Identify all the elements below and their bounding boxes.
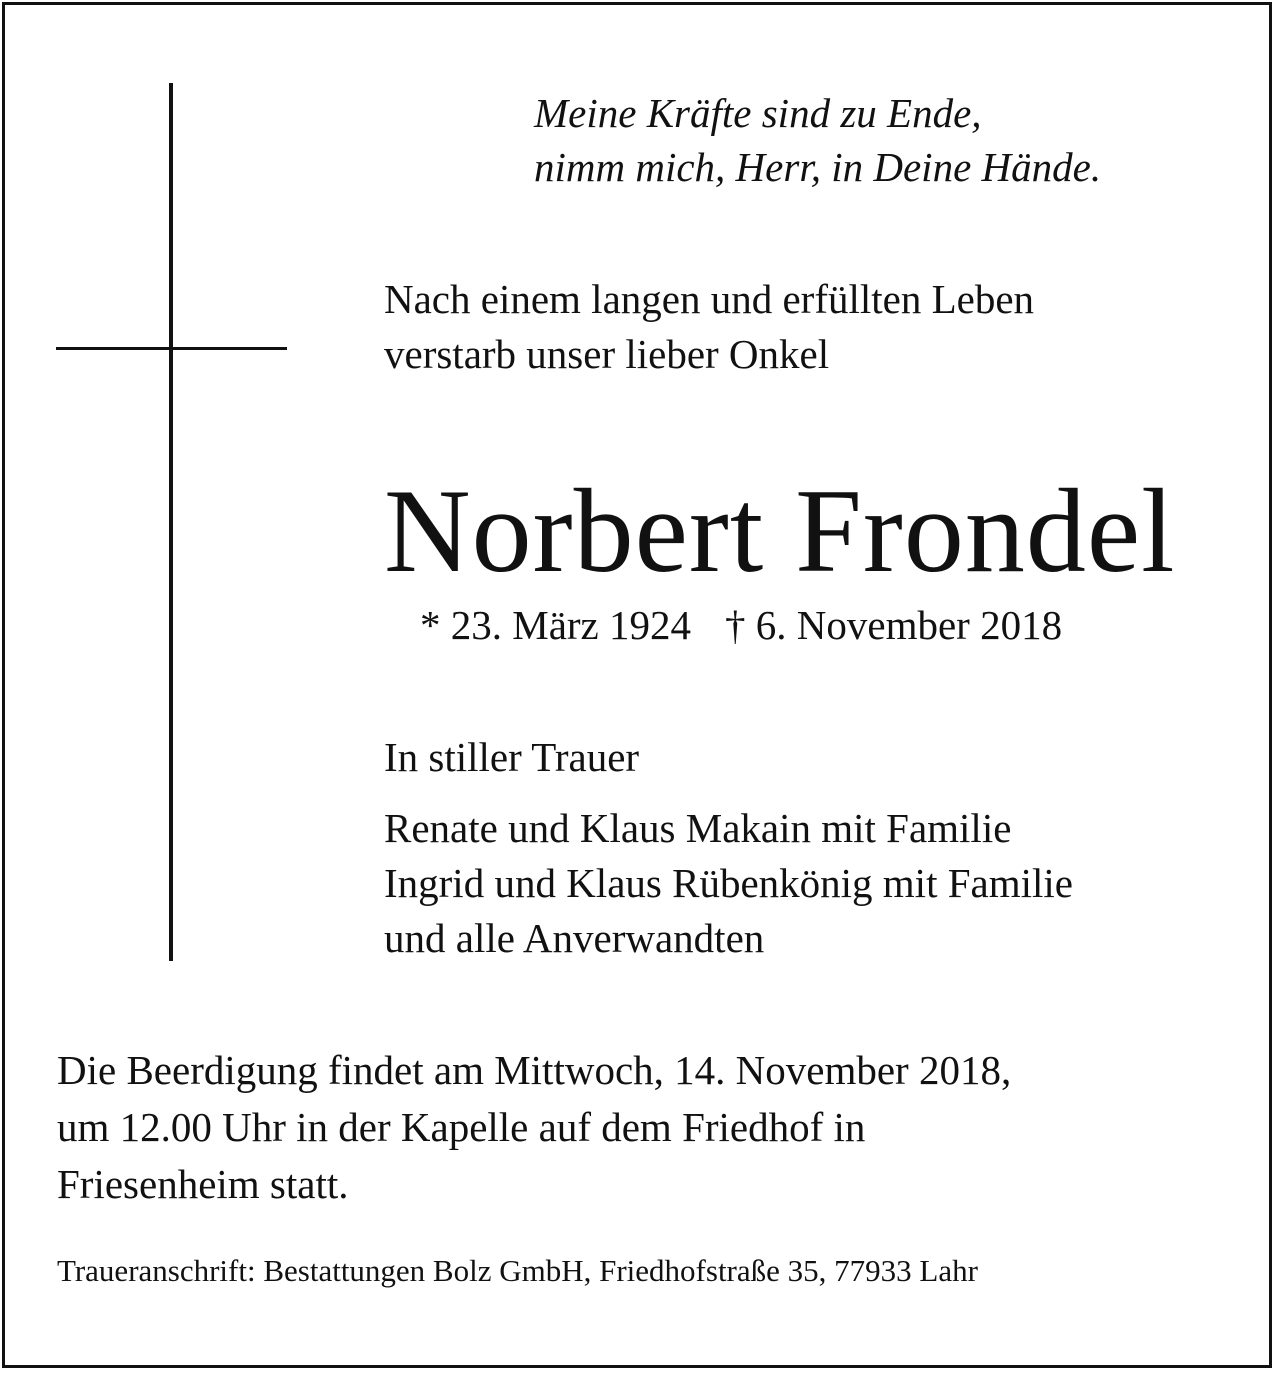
mourner-line: Ingrid und Klaus Rübenkönig mit Familie: [384, 860, 1073, 906]
mourner-line: und alle Anverwandten: [384, 915, 765, 961]
deceased-name: Norbert Frondel: [384, 464, 1176, 597]
verse-line: nimm mich, Herr, in Deine Hände.: [534, 144, 1102, 190]
verse-quote: [534, 86, 1101, 194]
life-dates: [420, 598, 1062, 652]
cross-horizontal-bar: [56, 347, 287, 350]
intro-line: verstarb unser lieber Onkel: [384, 331, 830, 377]
mourners-list: [384, 801, 1073, 966]
condolence-address: Traueranschrift: Bestattungen Bolz GmbH, Friedhofstraße 35, 77933 Lahr: [57, 1253, 978, 1288]
birth-date: * 23. März 1924: [420, 602, 692, 648]
mourner-line: Renate und Klaus Makain mit Familie: [384, 805, 1012, 851]
funeral-line: Friesenheim statt.: [57, 1161, 349, 1207]
mourning-heading: In stiller Trauer: [384, 734, 640, 780]
intro-text: [384, 272, 1034, 382]
funeral-line: Die Beerdigung findet am Mittwoch, 14. November 2018,: [57, 1047, 1012, 1093]
funeral-line: um 12.00 Uhr in der Kapelle auf dem Friedhof in: [57, 1104, 866, 1150]
funeral-info: [57, 1042, 1011, 1213]
verse-line: Meine Kräfte sind zu Ende,: [534, 90, 982, 136]
death-date: † 6. November 2018: [725, 602, 1063, 648]
intro-line: Nach einem langen und erfüllten Leben: [384, 276, 1035, 322]
cross-vertical-bar: [169, 83, 173, 961]
